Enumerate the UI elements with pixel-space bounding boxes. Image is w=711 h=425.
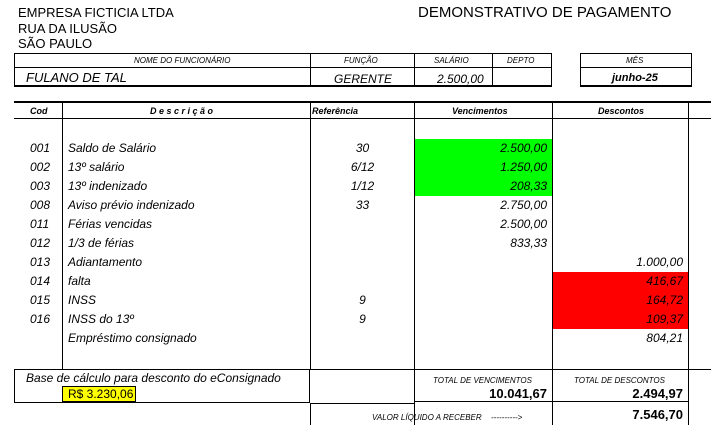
table-row [0,272,711,291]
divider [14,67,552,68]
row-cod: 002 [30,160,51,174]
base-calc-label: Base de cálculo para desconto do eConsignado [26,371,281,385]
col-header-cod: Cod [30,106,48,116]
row-cod: 001 [30,141,51,155]
row-desc: 1/3 de férias [68,236,135,250]
total-earnings-label: TOTAL DE VENCIMENTOS [433,376,532,385]
divider [414,401,688,402]
row-descontos: 1.000,00 [636,255,683,269]
document-title: DEMONSTRATIVO DE PAGAMENTO [418,4,672,21]
employee-name-label: NOME DO FUNCIONÁRIO [134,56,231,65]
table-top-border [14,101,711,103]
table-row [0,177,711,196]
divider [310,403,414,404]
role-label: FUNÇÃO [344,56,378,65]
total-earnings-value: 10.041,67 [489,386,547,401]
row-descontos: 804,21 [646,331,683,345]
row-desc: 13º salário [68,160,125,174]
net-pay-value: 7.546,70 [632,407,683,422]
row-cod: 015 [30,293,51,307]
base-calc-value: R$ 3.230,06 [68,387,134,401]
table-row [0,215,711,234]
row-descontos: 164,72 [646,293,683,307]
row-cod: 011 [30,217,50,231]
total-deductions-value: 2.494,97 [632,386,683,401]
row-ref: 33 [355,198,370,212]
row-desc: Saldo de Salário [68,141,157,155]
row-desc: INSS do 13º [68,312,134,326]
employee-salary: 2.500,00 [437,72,484,86]
table-row [0,139,711,158]
row-desc: 13º indenizado [68,179,148,193]
row-venc: 2.500,00 [500,217,547,231]
row-cod: 014 [30,274,51,288]
table-row [0,310,711,329]
company-city: SÃO PAULO [18,36,93,51]
divider [492,53,493,87]
row-venc: 2.500,00 [500,141,547,155]
row-ref: 9 [359,312,366,326]
row-desc: Empréstimo consignado [68,331,197,345]
divider [414,53,415,87]
net-pay-arrow: ----------> [491,413,523,422]
row-desc: Férias vencidas [68,217,153,231]
employee-role: GERENTE [334,72,393,86]
col-header-ref: Referência [312,106,359,116]
row-cod: 008 [30,198,51,212]
divider [310,53,311,87]
col-header-descontos: Descontos [598,106,645,116]
company-street: RUA DA ILUSÃO [18,21,117,36]
row-cod: 013 [30,255,51,269]
row-cod: 012 [30,236,51,250]
row-cod: 003 [30,179,51,193]
col-header-venc: Vencimentos [452,106,508,116]
row-descontos: 416,67 [646,274,683,288]
salary-label: SALÁRIO [434,56,469,65]
row-desc: Adiantamento [68,255,143,269]
divider [310,403,311,425]
table-row [0,234,711,253]
table-row [0,253,711,272]
row-venc: 833,33 [510,236,547,250]
total-deductions-label: TOTAL DE DESCONTOS [574,376,665,385]
table-row [0,158,711,177]
divider [580,67,692,68]
table-row [0,329,711,348]
row-ref: 9 [359,293,366,307]
table-row [0,291,711,310]
row-ref: 30 [355,141,370,155]
company-name: EMPRESA FICTICIA LTDA [18,5,174,20]
row-ref: 1/12 [350,179,375,193]
table-row [0,196,711,215]
month-value: junho-25 [612,72,658,84]
row-desc: INSS [68,293,97,307]
row-desc: falta [68,274,91,288]
row-ref: 6/12 [350,160,375,174]
row-venc: 208,33 [510,179,547,193]
month-label: MÊS [626,56,644,65]
row-cod: 016 [30,312,51,326]
row-descontos: 109,37 [646,312,683,326]
dept-label: DEPTO [507,56,535,65]
row-desc: Aviso prévio indenizado [68,198,195,212]
row-venc: 2.750,00 [500,198,547,212]
col-header-desc: D e s c r i ç ã o [150,106,214,116]
net-pay-label: VALOR LÍQUIDO A RECEBER [372,413,482,422]
row-venc: 1.250,00 [500,160,547,174]
table-header-divider [14,118,711,119]
employee-name: FULANO DE TAL [26,70,127,85]
